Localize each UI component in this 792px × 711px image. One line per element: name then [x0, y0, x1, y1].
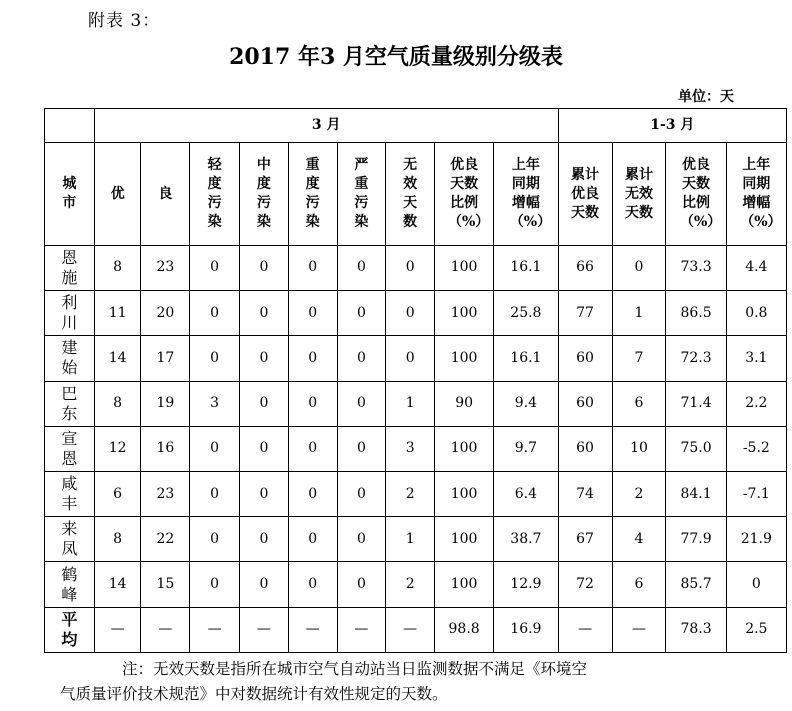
value-cell: 0: [240, 381, 289, 426]
value-cell: 0: [386, 336, 435, 381]
value-cell: 9.7: [494, 426, 558, 471]
city-cell: 利川: [45, 291, 95, 336]
value-cell: —: [190, 607, 240, 652]
value-cell: 60: [558, 381, 612, 426]
value-cell: 100: [435, 336, 494, 381]
value-cell: 90: [435, 381, 494, 426]
table-row: [45, 607, 787, 652]
city-cell: 宣恩: [45, 426, 95, 471]
value-cell: 0: [337, 381, 386, 426]
value-cell: 1: [386, 517, 435, 562]
value-cell: 8: [94, 245, 141, 290]
col-severe: 严重污染: [337, 143, 386, 246]
value-cell: 98.8: [435, 607, 494, 652]
value-cell: 3: [190, 381, 240, 426]
value-cell: 15: [141, 562, 190, 607]
value-cell: 0: [337, 426, 386, 471]
value-cell: 72: [558, 562, 612, 607]
table-row: [45, 517, 787, 562]
value-cell: 14: [94, 562, 141, 607]
value-cell: 67: [558, 517, 612, 562]
value-cell: 21.9: [726, 517, 786, 562]
value-cell: 71.4: [666, 381, 726, 426]
value-cell: 16.1: [494, 245, 558, 290]
value-cell: -7.1: [726, 471, 786, 516]
value-cell: 0: [288, 426, 337, 471]
value-cell: 3: [386, 426, 435, 471]
value-cell: 74: [558, 471, 612, 516]
city-cell: 鹤峰: [45, 562, 95, 607]
city-cell: 来凤: [45, 517, 95, 562]
value-cell: 11: [94, 291, 141, 336]
col-city: 城市: [45, 143, 95, 246]
value-cell: 1: [386, 381, 435, 426]
value-cell: 0: [337, 517, 386, 562]
col-ytd-ratio: 优良天数比例（%）: [666, 143, 726, 246]
value-cell: —: [386, 607, 435, 652]
value-cell: 0: [288, 562, 337, 607]
table-row: [45, 426, 787, 471]
city-cell: 平均: [45, 607, 95, 652]
value-cell: 6.4: [494, 471, 558, 516]
value-cell: 77: [558, 291, 612, 336]
value-cell: 100: [435, 245, 494, 290]
city-cell: 巴东: [45, 381, 95, 426]
value-cell: —: [141, 607, 190, 652]
value-cell: 66: [558, 245, 612, 290]
value-cell: 0: [337, 471, 386, 516]
table-row: [45, 336, 787, 381]
value-cell: 0: [240, 562, 289, 607]
table-row: [45, 291, 787, 336]
value-cell: 0: [240, 426, 289, 471]
group-march: 3 月: [94, 109, 558, 143]
value-cell: 0: [288, 381, 337, 426]
value-cell: 16: [141, 426, 190, 471]
air-quality-table: [44, 108, 787, 653]
value-cell: 16.1: [494, 336, 558, 381]
value-cell: 0: [190, 517, 240, 562]
value-cell: 0: [726, 562, 786, 607]
value-cell: 0: [288, 517, 337, 562]
value-cell: 0: [240, 291, 289, 336]
col-heavy: 重度污染: [288, 143, 337, 246]
value-cell: 0: [386, 291, 435, 336]
value-cell: 12.9: [494, 562, 558, 607]
value-cell: 100: [435, 562, 494, 607]
value-cell: 84.1: [666, 471, 726, 516]
appendix-label: 附表 3：: [88, 11, 161, 31]
value-cell: 2: [386, 471, 435, 516]
value-cell: 23: [141, 245, 190, 290]
col-good: 良: [141, 143, 190, 246]
value-cell: 3.1: [726, 336, 786, 381]
value-cell: 2: [612, 471, 666, 516]
value-cell: 100: [435, 471, 494, 516]
table-row: [45, 471, 787, 516]
value-cell: 78.3: [666, 607, 726, 652]
col-cum-invalid: 累计无效天数: [612, 143, 666, 246]
value-cell: 38.7: [494, 517, 558, 562]
footnote-line-2: 气质量评价技术规范》中对数据统计有效性规定的天数。: [60, 685, 448, 703]
table-body: [45, 245, 787, 652]
value-cell: 8: [94, 381, 141, 426]
value-cell: 0: [288, 471, 337, 516]
value-cell: 72.3: [666, 336, 726, 381]
value-cell: 100: [435, 517, 494, 562]
value-cell: —: [240, 607, 289, 652]
value-cell: 0: [386, 245, 435, 290]
city-cell: 咸丰: [45, 471, 95, 516]
value-cell: 0.8: [726, 291, 786, 336]
value-cell: 86.5: [666, 291, 726, 336]
value-cell: 23: [141, 471, 190, 516]
value-cell: 17: [141, 336, 190, 381]
value-cell: 0: [337, 562, 386, 607]
value-cell: 16.9: [494, 607, 558, 652]
value-cell: 8: [94, 517, 141, 562]
value-cell: 60: [558, 426, 612, 471]
value-cell: 0: [240, 336, 289, 381]
value-cell: 75.0: [666, 426, 726, 471]
value-cell: 20: [141, 291, 190, 336]
value-cell: 0: [612, 245, 666, 290]
value-cell: 0: [240, 517, 289, 562]
value-cell: 100: [435, 291, 494, 336]
col-light: 轻度污染: [190, 143, 240, 246]
value-cell: 9.4: [494, 381, 558, 426]
value-cell: 0: [337, 291, 386, 336]
value-cell: 1: [612, 291, 666, 336]
col-yoy: 上年同期增幅（%）: [494, 143, 558, 246]
city-cell: 恩施: [45, 245, 95, 290]
col-invalid: 无效天数: [386, 143, 435, 246]
value-cell: —: [612, 607, 666, 652]
value-cell: 12: [94, 426, 141, 471]
value-cell: —: [94, 607, 141, 652]
value-cell: 0: [190, 471, 240, 516]
value-cell: 14: [94, 336, 141, 381]
page-title: 2017 年3 月空气质量级别分级表: [229, 44, 563, 70]
value-cell: 77.9: [666, 517, 726, 562]
group-ytd: 1-3 月: [558, 109, 786, 143]
value-cell: 6: [94, 471, 141, 516]
value-cell: 0: [337, 336, 386, 381]
value-cell: 73.3: [666, 245, 726, 290]
value-cell: —: [558, 607, 612, 652]
col-ratio: 优良天数比例（%）: [435, 143, 494, 246]
footnote-line-1: 注：无效天数是指所在城市空气自动站当日监测数据不满足《环境空: [122, 660, 588, 678]
value-cell: 25.8: [494, 291, 558, 336]
value-cell: 6: [612, 381, 666, 426]
value-cell: 0: [288, 245, 337, 290]
value-cell: —: [337, 607, 386, 652]
value-cell: 4.4: [726, 245, 786, 290]
value-cell: 85.7: [666, 562, 726, 607]
value-cell: 6: [612, 562, 666, 607]
value-cell: 0: [190, 336, 240, 381]
value-cell: 2: [386, 562, 435, 607]
col-ytd-yoy: 上年同期增幅（%）: [726, 143, 786, 246]
table-row: [45, 562, 787, 607]
value-cell: 0: [288, 336, 337, 381]
col-moderate: 中度污染: [240, 143, 289, 246]
value-cell: 0: [337, 245, 386, 290]
city-cell: 建始: [45, 336, 95, 381]
value-cell: 10: [612, 426, 666, 471]
value-cell: 19: [141, 381, 190, 426]
value-cell: 0: [240, 245, 289, 290]
value-cell: 60: [558, 336, 612, 381]
value-cell: -5.2: [726, 426, 786, 471]
header-blank: [45, 109, 95, 143]
col-cum-good: 累计优良天数: [558, 143, 612, 246]
value-cell: 4: [612, 517, 666, 562]
value-cell: —: [288, 607, 337, 652]
value-cell: 0: [288, 291, 337, 336]
value-cell: 2.5: [726, 607, 786, 652]
value-cell: 7: [612, 336, 666, 381]
table-row: [45, 245, 787, 290]
col-excellent: 优: [94, 143, 141, 246]
table-row: [45, 381, 787, 426]
value-cell: 22: [141, 517, 190, 562]
value-cell: 0: [240, 471, 289, 516]
value-cell: 0: [190, 426, 240, 471]
value-cell: 100: [435, 426, 494, 471]
value-cell: 0: [190, 562, 240, 607]
value-cell: 2.2: [726, 381, 786, 426]
value-cell: 0: [190, 291, 240, 336]
unit-label: 单位：天: [678, 89, 734, 105]
value-cell: 0: [190, 245, 240, 290]
